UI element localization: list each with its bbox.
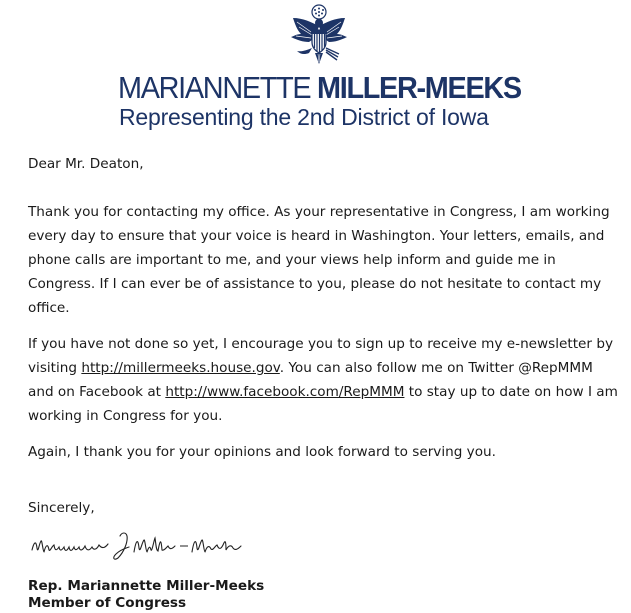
signatory-name: Rep. Mariannette Miller-Meeks — [28, 578, 265, 594]
paragraph-2-text-c: to stay up to date on how I am working in Congress for you. — [28, 384, 618, 424]
name-first: MARIANNETTE — [118, 70, 311, 105]
letterhead — [0, 0, 631, 140]
name-last: MILLER-MEEKS — [317, 70, 521, 105]
handwritten-signature — [30, 530, 245, 562]
paragraph-2-text-a: If you have not done so yet, I encourage you to sign up to receive my e-newsletter by visiting — [28, 336, 613, 376]
paragraph-1: Thank you for contacting my office. As your representative in Congress, I am working every day to ensure that your voice is heard in Washington. Your letters, emails, and phone calls are important to me, and your views help inform and guide me in Congress. If I can ever be of assistance to you, please do not hesitate to contact my office. — [28, 204, 610, 316]
website-link[interactable]: http://millermeeks.house.gov — [81, 360, 280, 376]
representative-name-heading — [118, 70, 521, 106]
signatory-title: Member of Congress — [28, 595, 187, 611]
salutation: Dear Mr. Deaton, — [28, 156, 144, 172]
paragraph-2-text-b: . You can also follow me on Twitter @RepMMM and on Facebook at — [28, 360, 593, 400]
letter-body — [28, 152, 618, 476]
great-seal-icon — [285, 4, 353, 72]
signatory-block — [28, 578, 264, 612]
paragraph-3: Again, I thank you for your opinions and look forward to serving you. — [28, 444, 496, 460]
district-subtitle: Representing the 2nd District of Iowa — [119, 104, 489, 130]
closing: Sincerely, — [28, 500, 95, 516]
paragraph-2 — [28, 332, 618, 428]
facebook-link[interactable]: http://www.facebook.com/RepMMM — [165, 384, 405, 400]
